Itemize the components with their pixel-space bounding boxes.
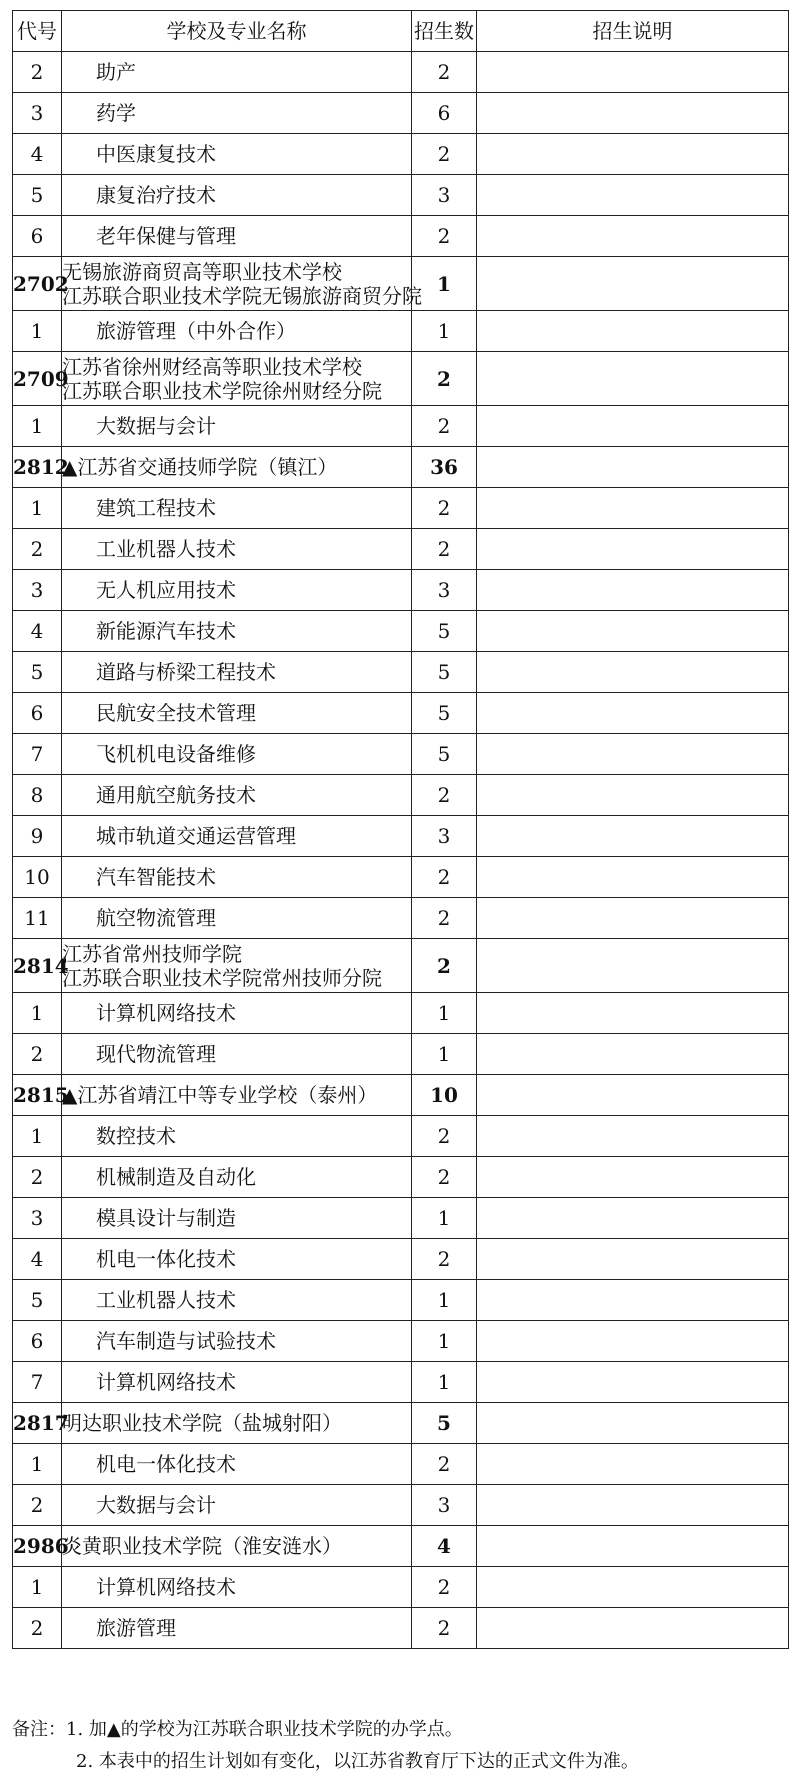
row-code: 4	[13, 134, 62, 175]
row-enrollment-count: 1	[412, 1362, 477, 1403]
row-code: 1	[13, 406, 62, 447]
row-notes	[477, 1362, 789, 1403]
row-code: 1	[13, 1116, 62, 1157]
name-line: 现代物流管理	[96, 1042, 216, 1066]
school-row	[13, 257, 789, 311]
major-name	[62, 1567, 412, 1608]
major-row	[13, 570, 789, 611]
row-enrollment-count: 5	[412, 652, 477, 693]
row-notes	[477, 216, 789, 257]
major-row	[13, 611, 789, 652]
name-line: 旅游管理	[96, 1616, 176, 1640]
major-name	[62, 734, 412, 775]
major-name	[62, 775, 412, 816]
major-name	[62, 993, 412, 1034]
name-line: 无人机应用技术	[96, 578, 236, 602]
row-enrollment-count: 2	[412, 857, 477, 898]
major-name	[62, 1280, 412, 1321]
row-enrollment-count: 2	[412, 134, 477, 175]
school-row	[13, 447, 789, 488]
name-line-2: 江苏联合职业技术学院常州技师分院	[62, 965, 382, 990]
name-line: 药学	[96, 101, 136, 125]
major-row	[13, 734, 789, 775]
school-row	[13, 1526, 789, 1567]
major-name	[62, 1034, 412, 1075]
row-code: 2	[13, 529, 62, 570]
name-line: 江苏省常州技师学院	[62, 941, 242, 966]
major-name	[62, 898, 412, 939]
row-enrollment-count: 3	[412, 816, 477, 857]
school-name	[62, 447, 412, 488]
row-code: 1	[13, 1444, 62, 1485]
row-notes	[477, 816, 789, 857]
row-enrollment-count: 2	[412, 352, 477, 406]
school-name	[62, 939, 412, 993]
row-enrollment-count: 3	[412, 1485, 477, 1526]
major-row	[13, 857, 789, 898]
name-line: 通用航空航务技术	[96, 783, 256, 807]
row-code: 3	[13, 1198, 62, 1239]
row-enrollment-count: 1	[412, 1280, 477, 1321]
name-line: 大数据与会计	[96, 414, 216, 438]
school-row	[13, 352, 789, 406]
major-name	[62, 611, 412, 652]
row-code: 9	[13, 816, 62, 857]
major-name	[62, 52, 412, 93]
major-name	[62, 488, 412, 529]
name-line: 道路与桥梁工程技术	[96, 660, 276, 684]
major-name	[62, 1444, 412, 1485]
row-enrollment-count: 5	[412, 1403, 477, 1444]
name-line: ▲江苏省交通技师学院（镇江）	[62, 455, 338, 479]
row-enrollment-count: 6	[412, 93, 477, 134]
row-enrollment-count: 2	[412, 1157, 477, 1198]
name-line: 新能源汽车技术	[96, 619, 236, 643]
row-enrollment-count: 2	[412, 406, 477, 447]
major-name	[62, 406, 412, 447]
major-row	[13, 488, 789, 529]
major-row	[13, 816, 789, 857]
major-row	[13, 311, 789, 352]
name-line: 航空物流管理	[96, 906, 216, 930]
row-enrollment-count: 2	[412, 1608, 477, 1649]
major-name	[62, 1608, 412, 1649]
row-code: 2986	[13, 1526, 62, 1567]
row-code: 11	[13, 898, 62, 939]
major-name	[62, 1362, 412, 1403]
row-notes	[477, 52, 789, 93]
table-header-row	[13, 11, 789, 52]
major-name	[62, 216, 412, 257]
major-row	[13, 134, 789, 175]
name-line-2: 江苏联合职业技术学院无锡旅游商贸分院	[62, 283, 422, 308]
row-notes	[477, 1403, 789, 1444]
row-enrollment-count: 1	[412, 311, 477, 352]
remark-note-1: 1. 加▲的学校为江苏联合职业技术学院的办学点。	[66, 1719, 463, 1740]
row-notes	[477, 1485, 789, 1526]
name-line: 大数据与会计	[96, 1493, 216, 1517]
row-notes	[477, 1034, 789, 1075]
name-line: 工业机器人技术	[96, 1288, 236, 1312]
row-notes	[477, 175, 789, 216]
major-row	[13, 1116, 789, 1157]
row-enrollment-count: 1	[412, 993, 477, 1034]
major-row	[13, 993, 789, 1034]
major-name	[62, 1198, 412, 1239]
header-school-major-name: 学校及专业名称	[62, 11, 412, 52]
row-code: 7	[13, 1362, 62, 1403]
row-code: 8	[13, 775, 62, 816]
name-line: 江苏省徐州财经高等职业技术学校	[62, 354, 362, 379]
row-notes	[477, 898, 789, 939]
row-notes	[477, 1116, 789, 1157]
row-notes	[477, 857, 789, 898]
major-row	[13, 1608, 789, 1649]
row-enrollment-count: 2	[412, 52, 477, 93]
row-notes	[477, 1321, 789, 1362]
major-name	[62, 816, 412, 857]
name-line: 助产	[96, 60, 136, 84]
major-row	[13, 93, 789, 134]
header-code: 代号	[13, 11, 62, 52]
name-line-2: 江苏联合职业技术学院徐州财经分院	[62, 378, 382, 403]
row-enrollment-count: 5	[412, 611, 477, 652]
row-code: 6	[13, 693, 62, 734]
school-row	[13, 939, 789, 993]
major-row	[13, 1198, 789, 1239]
name-line: 老年保健与管理	[96, 224, 236, 248]
row-enrollment-count: 2	[412, 898, 477, 939]
major-row	[13, 1239, 789, 1280]
row-notes	[477, 447, 789, 488]
major-row	[13, 175, 789, 216]
name-line: 旅游管理（中外合作）	[96, 319, 296, 343]
row-enrollment-count: 10	[412, 1075, 477, 1116]
name-line: 建筑工程技术	[96, 496, 216, 520]
major-name	[62, 693, 412, 734]
name-line: 明达职业技术学院（盐城射阳）	[62, 1411, 342, 1435]
row-code: 4	[13, 1239, 62, 1280]
row-code: 2	[13, 1485, 62, 1526]
name-line: 汽车制造与试验技术	[96, 1329, 276, 1353]
row-notes	[477, 1198, 789, 1239]
row-notes	[477, 1239, 789, 1280]
name-line: 汽车智能技术	[96, 865, 216, 889]
name-line: 工业机器人技术	[96, 537, 236, 561]
row-notes	[477, 1280, 789, 1321]
major-name	[62, 529, 412, 570]
row-notes	[477, 611, 789, 652]
name-line: 机电一体化技术	[96, 1452, 236, 1476]
row-notes	[477, 1567, 789, 1608]
row-code: 2702	[13, 257, 62, 311]
major-name	[62, 652, 412, 693]
row-enrollment-count: 2	[412, 1239, 477, 1280]
row-code: 5	[13, 652, 62, 693]
row-enrollment-count: 3	[412, 175, 477, 216]
major-row	[13, 1157, 789, 1198]
name-line: 城市轨道交通运营管理	[96, 824, 296, 848]
remarks-section	[12, 1718, 788, 1774]
row-code: 7	[13, 734, 62, 775]
row-code: 1	[13, 1567, 62, 1608]
name-line: 计算机网络技术	[96, 1370, 236, 1394]
major-row	[13, 1034, 789, 1075]
row-notes	[477, 311, 789, 352]
row-code: 4	[13, 611, 62, 652]
row-notes	[477, 993, 789, 1034]
row-enrollment-count: 2	[412, 488, 477, 529]
major-row	[13, 898, 789, 939]
major-row	[13, 1362, 789, 1403]
row-code: 2	[13, 1034, 62, 1075]
row-notes	[477, 939, 789, 993]
header-enrollment-count: 招生数	[412, 11, 477, 52]
row-enrollment-count: 2	[412, 529, 477, 570]
major-row	[13, 216, 789, 257]
remarks-label: 备注：	[12, 1719, 66, 1740]
school-name	[62, 257, 422, 311]
row-code: 3	[13, 93, 62, 134]
row-enrollment-count: 1	[412, 1034, 477, 1075]
row-code: 2817	[13, 1403, 62, 1444]
row-enrollment-count: 3	[412, 570, 477, 611]
name-line: 炎黄职业技术学院（淮安涟水）	[62, 1534, 342, 1558]
header-enrollment-notes: 招生说明	[477, 11, 789, 52]
major-name	[62, 857, 412, 898]
row-code: 3	[13, 570, 62, 611]
remark-note-2: 2. 本表中的招生计划如有变化，以江苏省教育厅下达的正式文件为准。	[76, 1751, 639, 1772]
row-code: 2	[13, 1157, 62, 1198]
row-notes	[477, 93, 789, 134]
school-row	[13, 1403, 789, 1444]
row-enrollment-count: 2	[412, 1116, 477, 1157]
row-notes	[477, 352, 789, 406]
major-name	[62, 1157, 412, 1198]
row-code: 1	[13, 311, 62, 352]
major-name	[62, 1321, 412, 1362]
row-code: 6	[13, 216, 62, 257]
row-notes	[477, 134, 789, 175]
row-code: 2815	[13, 1075, 62, 1116]
major-row	[13, 529, 789, 570]
name-line: 中医康复技术	[96, 142, 216, 166]
row-code: 2	[13, 1608, 62, 1649]
major-row	[13, 1321, 789, 1362]
row-enrollment-count: 2	[412, 1567, 477, 1608]
name-line: 模具设计与制造	[96, 1206, 236, 1230]
enrollment-table	[12, 10, 789, 1649]
school-name	[62, 1075, 412, 1116]
row-enrollment-count: 1	[412, 257, 477, 311]
major-row	[13, 1567, 789, 1608]
row-code: 6	[13, 1321, 62, 1362]
row-notes	[477, 775, 789, 816]
major-row	[13, 1485, 789, 1526]
row-enrollment-count: 5	[412, 734, 477, 775]
row-notes	[477, 1157, 789, 1198]
major-name	[62, 93, 412, 134]
school-row	[13, 1075, 789, 1116]
name-line: 无锡旅游商贸高等职业技术学校	[62, 259, 342, 284]
major-row	[13, 1444, 789, 1485]
row-code: 2	[13, 52, 62, 93]
name-line: 数控技术	[96, 1124, 176, 1148]
row-code: 5	[13, 1280, 62, 1321]
major-name	[62, 134, 412, 175]
row-code: 5	[13, 175, 62, 216]
row-enrollment-count: 2	[412, 1444, 477, 1485]
major-row	[13, 406, 789, 447]
row-enrollment-count: 4	[412, 1526, 477, 1567]
row-notes	[477, 488, 789, 529]
major-row	[13, 1280, 789, 1321]
row-notes	[477, 1526, 789, 1567]
major-row	[13, 652, 789, 693]
enrollment-document	[12, 10, 788, 1649]
row-notes	[477, 257, 789, 311]
name-line: 计算机网络技术	[96, 1001, 236, 1025]
major-name	[62, 570, 412, 611]
major-name	[62, 1485, 412, 1526]
name-line: 康复治疗技术	[96, 183, 216, 207]
row-notes	[477, 529, 789, 570]
major-row	[13, 52, 789, 93]
row-notes	[477, 652, 789, 693]
major-name	[62, 175, 412, 216]
row-code: 2814	[13, 939, 62, 993]
row-enrollment-count: 2	[412, 939, 477, 993]
row-code: 2709	[13, 352, 62, 406]
row-enrollment-count: 2	[412, 775, 477, 816]
row-notes	[477, 406, 789, 447]
row-code: 10	[13, 857, 62, 898]
name-line: 计算机网络技术	[96, 1575, 236, 1599]
row-code: 1	[13, 993, 62, 1034]
row-enrollment-count: 1	[412, 1198, 477, 1239]
major-name	[62, 1239, 412, 1280]
major-name	[62, 1116, 412, 1157]
school-name	[62, 1526, 412, 1567]
row-enrollment-count: 36	[412, 447, 477, 488]
school-name	[62, 352, 412, 406]
row-enrollment-count: 1	[412, 1321, 477, 1362]
row-notes	[477, 1075, 789, 1116]
name-line: ▲江苏省靖江中等专业学校（泰州）	[62, 1083, 378, 1107]
table-body	[13, 52, 789, 1649]
name-line: 机械制造及自动化	[96, 1165, 256, 1189]
row-notes	[477, 734, 789, 775]
row-notes	[477, 570, 789, 611]
row-code: 2812	[13, 447, 62, 488]
row-enrollment-count: 2	[412, 216, 477, 257]
school-name	[62, 1403, 412, 1444]
name-line: 飞机机电设备维修	[96, 742, 256, 766]
row-notes	[477, 1444, 789, 1485]
row-notes	[477, 1608, 789, 1649]
name-line: 民航安全技术管理	[96, 701, 256, 725]
major-row	[13, 775, 789, 816]
row-enrollment-count: 5	[412, 693, 477, 734]
name-line: 机电一体化技术	[96, 1247, 236, 1271]
row-code: 1	[13, 488, 62, 529]
major-name	[62, 311, 412, 352]
row-notes	[477, 693, 789, 734]
major-row	[13, 693, 789, 734]
